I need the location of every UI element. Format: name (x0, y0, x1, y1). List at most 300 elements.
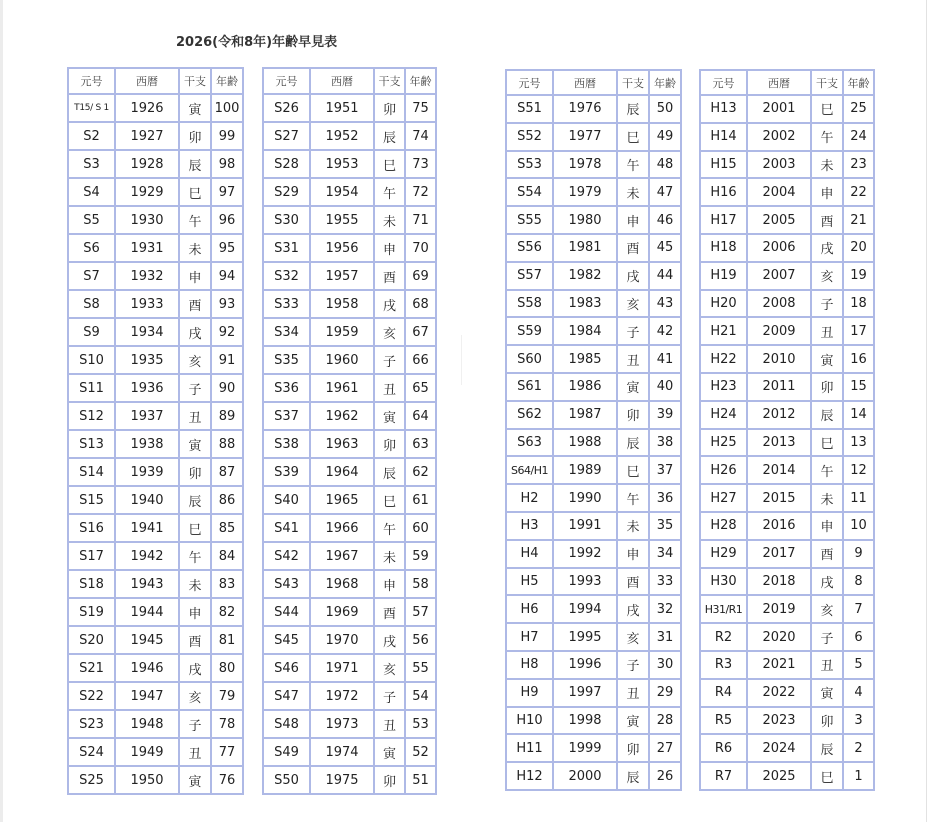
eto-cell: 辰 (618, 763, 650, 791)
year-cell: 2019 (748, 596, 812, 624)
age-cell: 41 (650, 346, 682, 374)
year-cell: 1972 (311, 683, 375, 711)
era-cell: S50 (264, 767, 311, 795)
year-cell: 2025 (748, 763, 812, 791)
age-cell: 74 (406, 123, 437, 151)
table-row (69, 263, 244, 291)
year-cell: 1990 (554, 485, 618, 513)
table-row (264, 375, 437, 403)
eto-cell: 未 (375, 543, 406, 571)
age-cell: 64 (406, 403, 437, 431)
year-cell: 1985 (554, 346, 618, 374)
eto-cell: 巳 (375, 487, 406, 515)
age-cell: 99 (212, 123, 244, 151)
table-row (69, 459, 244, 487)
eto-cell: 酉 (618, 569, 650, 597)
eto-cell: 巳 (618, 124, 650, 152)
age-cell: 49 (650, 124, 682, 152)
eto-cell: 卯 (618, 402, 650, 430)
era-cell: S51 (507, 96, 554, 124)
era-cell: S36 (264, 375, 311, 403)
era-cell: H11 (507, 735, 554, 763)
eto-cell: 午 (180, 207, 212, 235)
table-row (69, 683, 244, 711)
era-cell: S6 (69, 235, 116, 263)
era-cell: S5 (69, 207, 116, 235)
year-cell: 1927 (116, 123, 180, 151)
eto-cell: 亥 (180, 683, 212, 711)
eto-cell: 申 (618, 541, 650, 569)
age-cell: 29 (650, 680, 682, 708)
age-cell: 14 (844, 402, 875, 430)
table-header-row (264, 69, 437, 95)
year-cell: 1962 (311, 403, 375, 431)
table-header-row (507, 71, 682, 96)
table-row (264, 543, 437, 571)
year-cell: 1928 (116, 151, 180, 179)
age-cell: 34 (650, 541, 682, 569)
era-cell: S62 (507, 402, 554, 430)
table-row (507, 596, 682, 624)
table-row (264, 515, 437, 543)
era-cell: S23 (69, 711, 116, 739)
year-cell: 1989 (554, 457, 618, 485)
era-cell: H3 (507, 513, 554, 541)
table-row (69, 599, 244, 627)
eto-cell: 丑 (618, 680, 650, 708)
eto-cell: 申 (812, 513, 844, 541)
age-cell: 36 (650, 485, 682, 513)
era-cell: H23 (701, 374, 748, 402)
eto-cell: 戌 (375, 291, 406, 319)
age-cell: 51 (406, 767, 437, 795)
age-cell: 16 (844, 346, 875, 374)
year-cell: 1953 (311, 151, 375, 179)
table-row (264, 347, 437, 375)
year-cell: 1932 (116, 263, 180, 291)
year-cell: 1960 (311, 347, 375, 375)
year-cell: 1945 (116, 627, 180, 655)
table-row (264, 459, 437, 487)
eto-cell: 子 (812, 624, 844, 652)
table-row (701, 263, 875, 291)
eto-cell: 寅 (812, 680, 844, 708)
era-cell: T15/ S 1 (69, 95, 116, 123)
eto-cell: 午 (375, 515, 406, 543)
table-row (69, 179, 244, 207)
eto-cell: 酉 (180, 291, 212, 319)
header-eto: 干支 (618, 71, 650, 96)
eto-cell: 寅 (180, 767, 212, 795)
age-cell: 96 (212, 207, 244, 235)
eto-cell: 卯 (375, 95, 406, 123)
era-cell: S12 (69, 403, 116, 431)
table-row (701, 318, 875, 346)
table-row (69, 319, 244, 347)
header-year: 西暦 (116, 69, 180, 95)
year-cell: 2018 (748, 569, 812, 597)
age-cell: 70 (406, 235, 437, 263)
page-edge (0, 0, 3, 822)
age-table-3 (505, 69, 682, 791)
year-cell: 1965 (311, 487, 375, 515)
year-cell: 2016 (748, 513, 812, 541)
table-row (701, 513, 875, 541)
era-cell: H10 (507, 708, 554, 736)
year-cell: 1998 (554, 708, 618, 736)
year-cell: 1947 (116, 683, 180, 711)
year-cell: 1944 (116, 599, 180, 627)
age-cell: 98 (212, 151, 244, 179)
year-cell: 1949 (116, 739, 180, 767)
age-cell: 1 (844, 763, 875, 791)
header-era: 元号 (264, 69, 311, 95)
era-cell: H13 (701, 96, 748, 124)
era-cell: S37 (264, 403, 311, 431)
year-cell: 2005 (748, 207, 812, 235)
table-row (701, 485, 875, 513)
table-row (507, 179, 682, 207)
age-cell: 25 (844, 96, 875, 124)
year-cell: 1997 (554, 680, 618, 708)
year-cell: 1984 (554, 318, 618, 346)
era-cell: S16 (69, 515, 116, 543)
eto-cell: 丑 (375, 375, 406, 403)
table-row (264, 487, 437, 515)
table-row (507, 291, 682, 319)
eto-cell: 午 (618, 485, 650, 513)
table-row (507, 346, 682, 374)
year-cell: 1991 (554, 513, 618, 541)
table-row (507, 680, 682, 708)
year-cell: 1948 (116, 711, 180, 739)
year-cell: 2013 (748, 430, 812, 458)
era-cell: R4 (701, 680, 748, 708)
age-cell: 37 (650, 457, 682, 485)
table-row (264, 431, 437, 459)
table-row (264, 655, 437, 683)
table-row (264, 739, 437, 767)
era-cell: S61 (507, 374, 554, 402)
table-row (701, 763, 875, 791)
header-era: 元号 (69, 69, 116, 95)
year-cell: 1958 (311, 291, 375, 319)
table-row (69, 235, 244, 263)
eto-cell: 未 (618, 513, 650, 541)
eto-cell: 卯 (812, 708, 844, 736)
era-cell: H14 (701, 124, 748, 152)
era-cell: S15 (69, 487, 116, 515)
year-cell: 1941 (116, 515, 180, 543)
era-cell: S10 (69, 347, 116, 375)
table-row (69, 711, 244, 739)
era-cell: S42 (264, 543, 311, 571)
eto-cell: 午 (618, 152, 650, 180)
year-cell: 2002 (748, 124, 812, 152)
eto-cell: 子 (618, 652, 650, 680)
age-cell: 56 (406, 627, 437, 655)
eto-cell: 寅 (618, 374, 650, 402)
era-cell: S21 (69, 655, 116, 683)
era-cell: S9 (69, 319, 116, 347)
era-cell: S11 (69, 375, 116, 403)
eto-cell: 未 (812, 152, 844, 180)
age-cell: 8 (844, 569, 875, 597)
era-cell: H26 (701, 457, 748, 485)
year-cell: 1994 (554, 596, 618, 624)
era-cell: S57 (507, 263, 554, 291)
table-row (507, 152, 682, 180)
year-cell: 1974 (311, 739, 375, 767)
era-cell: S32 (264, 263, 311, 291)
table-row (701, 680, 875, 708)
year-cell: 2014 (748, 457, 812, 485)
year-cell: 2004 (748, 179, 812, 207)
year-cell: 1979 (554, 179, 618, 207)
header-year: 西暦 (554, 71, 618, 96)
era-cell: H5 (507, 569, 554, 597)
era-cell: H27 (701, 485, 748, 513)
age-cell: 12 (844, 457, 875, 485)
era-cell: H21 (701, 318, 748, 346)
year-cell: 1995 (554, 624, 618, 652)
table-row (264, 291, 437, 319)
age-cell: 55 (406, 655, 437, 683)
age-cell: 43 (650, 291, 682, 319)
eto-cell: 亥 (812, 596, 844, 624)
age-cell: 20 (844, 235, 875, 263)
eto-cell: 卯 (812, 374, 844, 402)
era-cell: S18 (69, 571, 116, 599)
age-cell: 100 (212, 95, 244, 123)
table-row (264, 151, 437, 179)
era-cell: H19 (701, 263, 748, 291)
table-row (69, 95, 244, 123)
table-row (69, 571, 244, 599)
year-cell: 1961 (311, 375, 375, 403)
table-row (69, 431, 244, 459)
age-cell: 89 (212, 403, 244, 431)
table-row (507, 96, 682, 124)
year-cell: 1942 (116, 543, 180, 571)
table-row (507, 652, 682, 680)
era-cell: H16 (701, 179, 748, 207)
age-cell: 26 (650, 763, 682, 791)
table-row (507, 541, 682, 569)
era-cell: S44 (264, 599, 311, 627)
table-row (69, 151, 244, 179)
year-cell: 1933 (116, 291, 180, 319)
eto-cell: 亥 (618, 291, 650, 319)
eto-cell: 午 (180, 543, 212, 571)
eto-cell: 午 (812, 457, 844, 485)
year-cell: 2012 (748, 402, 812, 430)
era-cell: S49 (264, 739, 311, 767)
table-row (507, 207, 682, 235)
eto-cell: 戌 (618, 596, 650, 624)
era-cell: H18 (701, 235, 748, 263)
year-cell: 1988 (554, 430, 618, 458)
eto-cell: 酉 (812, 207, 844, 235)
era-cell: S45 (264, 627, 311, 655)
year-cell: 1986 (554, 374, 618, 402)
table-row (69, 207, 244, 235)
era-cell: H22 (701, 346, 748, 374)
eto-cell: 未 (618, 179, 650, 207)
era-cell: H8 (507, 652, 554, 680)
era-cell: S38 (264, 431, 311, 459)
eto-cell: 申 (180, 263, 212, 291)
year-cell: 1992 (554, 541, 618, 569)
year-cell: 1930 (116, 207, 180, 235)
age-cell: 52 (406, 739, 437, 767)
year-cell: 2021 (748, 652, 812, 680)
eto-cell: 巳 (618, 457, 650, 485)
year-cell: 1996 (554, 652, 618, 680)
era-cell: S31 (264, 235, 311, 263)
era-cell: R2 (701, 624, 748, 652)
table-row (507, 457, 682, 485)
eto-cell: 卯 (180, 123, 212, 151)
table-row (701, 457, 875, 485)
year-cell: 1967 (311, 543, 375, 571)
age-cell: 59 (406, 543, 437, 571)
era-cell: R5 (701, 708, 748, 736)
era-cell: S19 (69, 599, 116, 627)
age-cell: 91 (212, 347, 244, 375)
eto-cell: 辰 (375, 459, 406, 487)
eto-cell: 寅 (375, 403, 406, 431)
year-cell: 1971 (311, 655, 375, 683)
year-cell: 2003 (748, 152, 812, 180)
table-row (507, 485, 682, 513)
era-cell: H12 (507, 763, 554, 791)
era-cell: S33 (264, 291, 311, 319)
age-cell: 61 (406, 487, 437, 515)
table-row (69, 515, 244, 543)
age-cell: 54 (406, 683, 437, 711)
era-cell: S40 (264, 487, 311, 515)
year-cell: 2001 (748, 96, 812, 124)
era-cell: S59 (507, 318, 554, 346)
era-cell: S63 (507, 430, 554, 458)
age-cell: 13 (844, 430, 875, 458)
age-cell: 42 (650, 318, 682, 346)
year-cell: 1934 (116, 319, 180, 347)
age-cell: 11 (844, 485, 875, 513)
age-cell: 92 (212, 319, 244, 347)
eto-cell: 酉 (180, 627, 212, 655)
eto-cell: 戌 (180, 319, 212, 347)
era-cell: S39 (264, 459, 311, 487)
year-cell: 1973 (311, 711, 375, 739)
age-cell: 4 (844, 680, 875, 708)
year-cell: 1963 (311, 431, 375, 459)
year-cell: 1966 (311, 515, 375, 543)
year-cell: 1983 (554, 291, 618, 319)
era-cell: S47 (264, 683, 311, 711)
eto-cell: 寅 (375, 739, 406, 767)
era-cell: H25 (701, 430, 748, 458)
era-cell: S17 (69, 543, 116, 571)
era-cell: H15 (701, 152, 748, 180)
table-row (507, 374, 682, 402)
table-row (507, 708, 682, 736)
table-row (69, 487, 244, 515)
eto-cell: 卯 (375, 431, 406, 459)
age-cell: 35 (650, 513, 682, 541)
eto-cell: 辰 (618, 96, 650, 124)
age-cell: 60 (406, 515, 437, 543)
eto-cell: 亥 (618, 624, 650, 652)
age-cell: 31 (650, 624, 682, 652)
table-row (701, 152, 875, 180)
age-cell: 27 (650, 735, 682, 763)
year-cell: 1940 (116, 487, 180, 515)
page-title: 2026(令和8年)年齢早見表 (176, 35, 338, 50)
era-cell: S56 (507, 235, 554, 263)
eto-cell: 辰 (180, 151, 212, 179)
age-cell: 73 (406, 151, 437, 179)
table-row (701, 541, 875, 569)
era-cell: S41 (264, 515, 311, 543)
age-cell: 88 (212, 431, 244, 459)
era-cell: S28 (264, 151, 311, 179)
era-cell: R7 (701, 763, 748, 791)
age-cell: 95 (212, 235, 244, 263)
age-table-1 (67, 67, 244, 795)
era-cell: H2 (507, 485, 554, 513)
table-row (69, 739, 244, 767)
year-cell: 1954 (311, 179, 375, 207)
year-cell: 1943 (116, 571, 180, 599)
age-table-2 (262, 67, 437, 795)
table-row (507, 318, 682, 346)
age-cell: 62 (406, 459, 437, 487)
header-era: 元号 (701, 71, 748, 96)
year-cell: 1951 (311, 95, 375, 123)
era-cell: H29 (701, 541, 748, 569)
table-row (264, 683, 437, 711)
year-cell: 2022 (748, 680, 812, 708)
header-eto: 干支 (180, 69, 212, 95)
eto-cell: 酉 (375, 263, 406, 291)
year-cell: 1950 (116, 767, 180, 795)
eto-cell: 未 (180, 235, 212, 263)
year-cell: 2015 (748, 485, 812, 513)
eto-cell: 子 (618, 318, 650, 346)
table-row (264, 263, 437, 291)
era-cell: S52 (507, 124, 554, 152)
header-age: 年齢 (844, 71, 875, 96)
era-cell: H24 (701, 402, 748, 430)
era-cell: H7 (507, 624, 554, 652)
eto-cell: 亥 (812, 263, 844, 291)
age-cell: 22 (844, 179, 875, 207)
era-cell: S27 (264, 123, 311, 151)
age-cell: 39 (650, 402, 682, 430)
era-cell: S26 (264, 95, 311, 123)
eto-cell: 子 (812, 291, 844, 319)
table-row (69, 291, 244, 319)
age-cell: 48 (650, 152, 682, 180)
era-cell: S55 (507, 207, 554, 235)
era-cell: S58 (507, 291, 554, 319)
table-row (264, 95, 437, 123)
table-header-row (701, 71, 875, 96)
table-row (264, 179, 437, 207)
era-cell: H4 (507, 541, 554, 569)
